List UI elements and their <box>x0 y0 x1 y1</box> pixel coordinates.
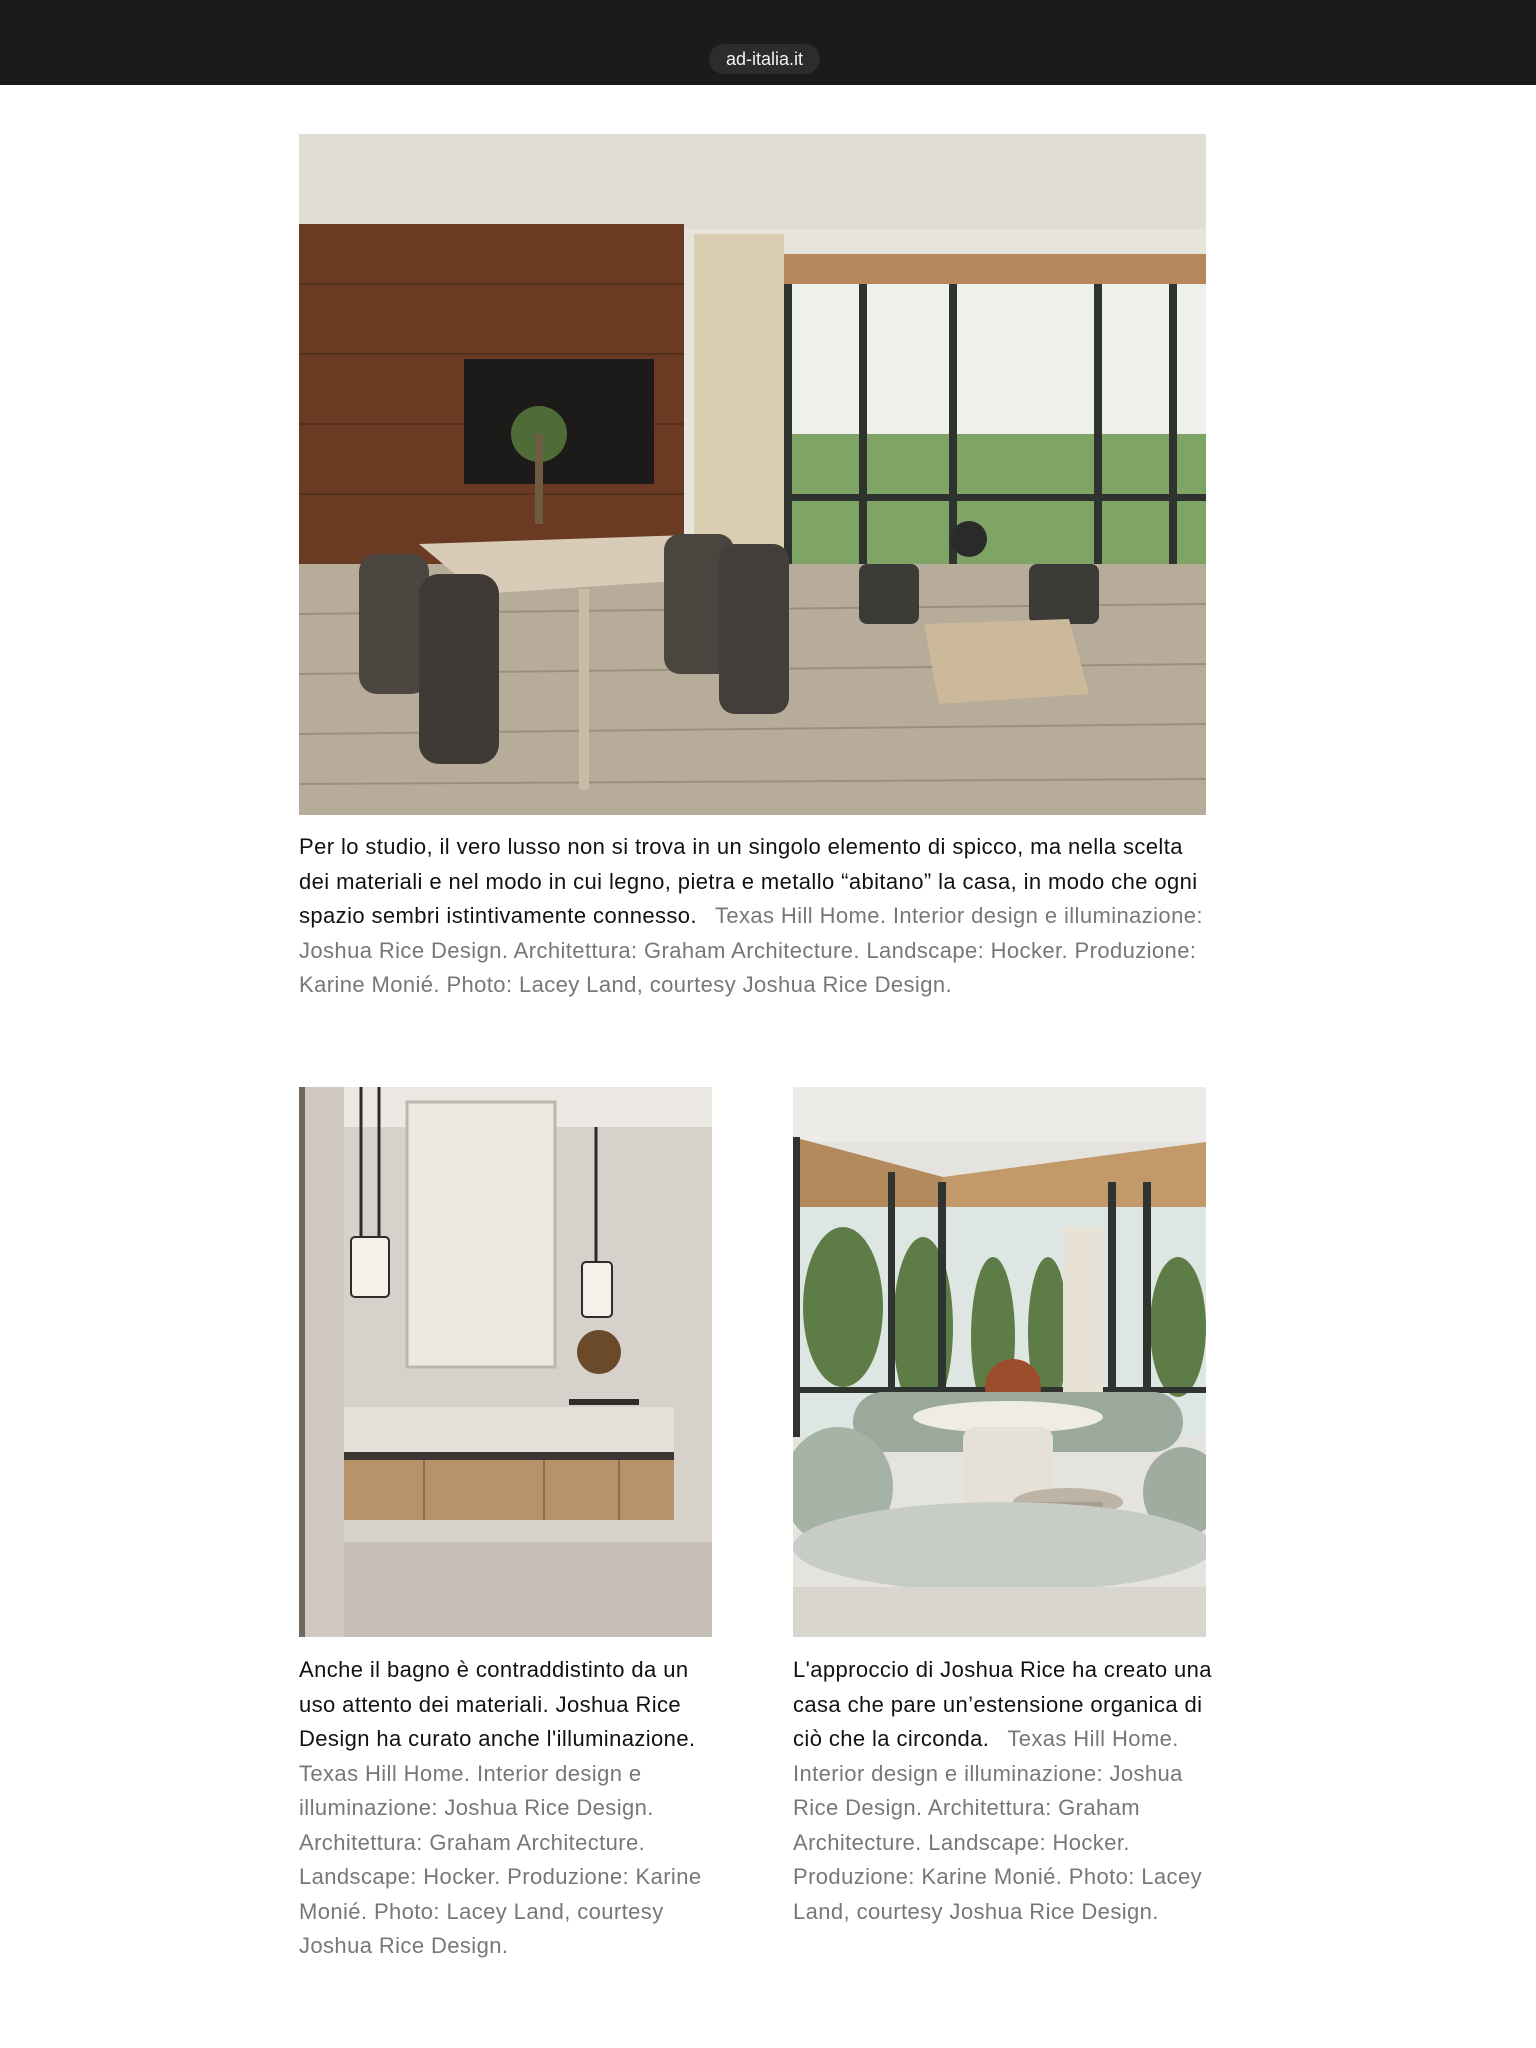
figure3-caption-text: L'approccio di Joshua Rice ha creato una casa che pare un’estensione organica di ciò che la circonda. <box>793 1657 1212 1751</box>
figure1-caption-text: Per lo studio, il vero lusso non si trova in un singolo elemento di spicco, ma nella scelta dei materiali e nel modo in cui legno, pietra e metallo “abitano” la casa, in modo che ogni spazio sembri istintivamente connesso. <box>299 834 1198 928</box>
bathroom-photo[interactable] <box>299 1087 712 1637</box>
url-bar[interactable]: ad-italia.it <box>709 44 820 74</box>
figure3-credit: Texas Hill Home. Interior design e illuminazione: Joshua Rice Design. Architettura: Graham Architecture. Landscape: Hocker. Produzione: Karine Monié. Photo: Lacey Land, courtesy Joshua Rice Design. <box>793 1726 1202 1924</box>
dining-room-photo[interactable] <box>299 134 1206 815</box>
figure2-credit: Texas Hill Home. Interior design e illuminazione: Joshua Rice Design. Architettura: Graham Architecture. Landscape: Hocker. Produzione: Karine Monié. Photo: Lacey Land, courtesy Joshua Rice Design. <box>299 1760 702 1958</box>
figure2-caption-text: Anche il bagno è contraddistinto da un uso attento dei materiali. Joshua Rice Design ha curato anche l'illuminazione. <box>299 1657 696 1751</box>
figure2-caption <box>299 1653 719 1964</box>
sunroom-photo[interactable] <box>793 1087 1206 1637</box>
figure3-caption <box>793 1653 1213 1929</box>
browser-top-bar <box>0 0 1536 85</box>
figure1-caption <box>299 830 1209 1003</box>
figure1-credit: Texas Hill Home. Interior design e illuminazione: Joshua Rice Design. Architettura: Graham Architecture. Landscape: Hocker. Produzione: Karine Monié. Photo: Lacey Land, courtesy Joshua Rice Design. <box>299 903 1203 997</box>
